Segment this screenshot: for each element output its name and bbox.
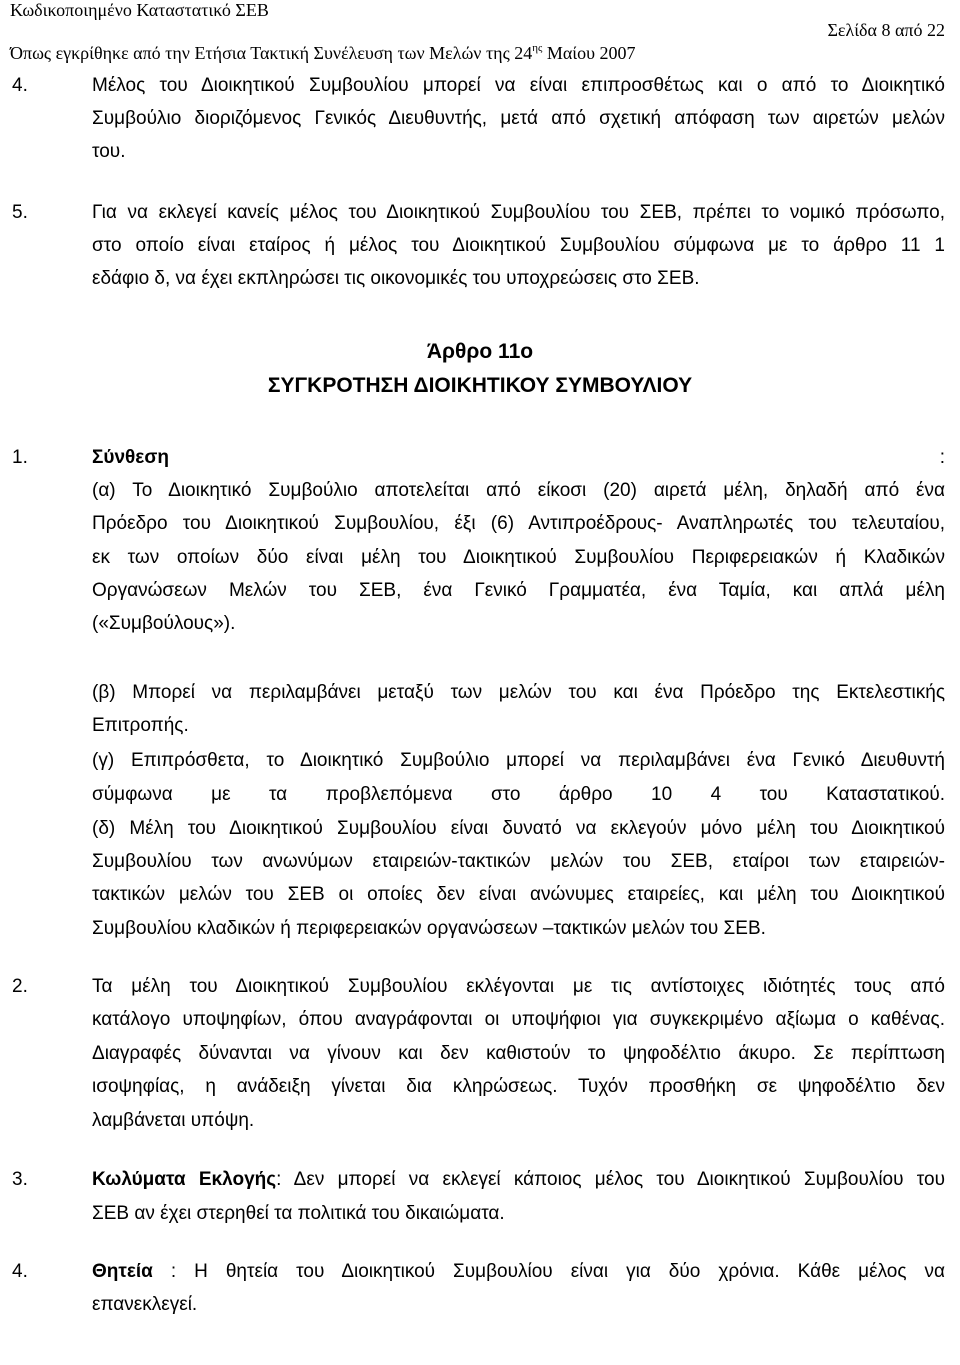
paragraph-line: Οργανώσεων Μελών του ΣΕΒ, ένα Γενικό Γραμματέα, ένα Ταμία, και απλά μέλη — [92, 580, 945, 601]
paragraph-line-text: : Η θητεία του Διοικητικού Συμβουλίου είναι για δύο χρόνια. Κάθε μέλος να — [152, 1261, 945, 1282]
item-number: 4. — [12, 1261, 28, 1282]
paragraph-line: σύμφωνα με τα προβλεπόμενα στο άρθρο 10 4 του Καταστατικού. — [92, 784, 945, 805]
paragraph-line-text: : Δεν μπορεί να εκλεγεί κάποιος μέλος του Διοικητικού Συμβουλίου του — [276, 1169, 945, 1190]
page-number: Σελίδα 8 από 22 — [827, 20, 945, 40]
item-label: Θητεία — [92, 1261, 153, 1282]
paragraph-line: κατάλογο υποψηφίων, όπου αναγράφονται οι υποψήφιοι για συγκεκριμένο αξίωμα ο καθένας. — [92, 1009, 945, 1030]
item-number: 5. — [12, 202, 28, 223]
item-label: Κωλύματα Εκλογής — [92, 1169, 277, 1190]
paragraph-label-line — [92, 445, 945, 471]
article-title: Άρθρο 11ο — [426, 340, 534, 363]
document-title: Κωδικοποιημένο Καταστατικό ΣΕΒ — [10, 0, 269, 20]
paragraph-line: λαμβάνεται υπόψη. — [92, 1110, 255, 1131]
paragraph-line: Διαγραφές δύνανται να γίνουν και δεν καθιστούν το ψηφοδέλτιο άκυρο. Σε περίπτωση — [92, 1043, 945, 1064]
paragraph-line: Για να εκλεγεί κανείς μέλος του Διοικητικού Συμβουλίου του ΣΕΒ, πρέπει το νομικό πρόσωπο, — [92, 202, 945, 223]
item-number: 4. — [12, 75, 28, 96]
item-label: Σύνθεση — [92, 447, 169, 468]
approval-note-superscript: ης — [532, 42, 543, 54]
paragraph-line: (γ) Επιπρόσθετα, το Διοικητικό Συμβούλιο μπορεί να περιλαμβάνει ένα Γενικό Διευθυντή — [92, 750, 945, 771]
item-number: 3. — [12, 1169, 28, 1190]
paragraph-line: Επιτροπής. — [92, 715, 189, 736]
paragraph-line: εκ των οποίων δύο είναι μέλη του Διοικητικού Συμβουλίου Περιφερειακών ή Κλαδικών — [92, 547, 945, 568]
paragraph-line: Συμβούλιο διοριζόμενος Γενικός Διευθυντής, μετά από σχετική απόφαση των αιρετών μελών — [92, 108, 945, 129]
paragraph-line: τακτικών μελών του ΣΕΒ οι οποίες δεν είναι ανώνυμες εταιρείες, και μέλη του Διοικητικού — [92, 884, 945, 905]
paragraph-line: (β) Μπορεί να περιλαμβάνει μεταξύ των μελών του και ένα Πρόεδρο της Εκτελεστικής — [92, 682, 945, 703]
paragraph-line — [92, 1259, 945, 1285]
paragraph-line: («Συμβούλους»). — [92, 613, 236, 634]
paragraph-line: επανεκλεγεί. — [92, 1294, 198, 1315]
paragraph-line: ΣΕΒ αν έχει στερηθεί τα πολιτικά του δικαιώματα. — [92, 1203, 505, 1224]
paragraph-line: (δ) Μέλη του Διοικητικού Συμβουλίου είναι δυνατό να εκλεγούν μόνο μέλη του Διοικητικού — [92, 818, 945, 839]
item-number: 2. — [12, 976, 28, 997]
paragraph-line: Συμβουλίου κλαδικών ή περιφερειακών οργανώσεων –τακτικών μελών του ΣΕΒ. — [92, 918, 766, 939]
paragraph-line: ισοψηφίας, η ανάδειξη γίνεται δια κληρώσεως. Τυχόν προσθήκη σε ψηφοδέλτιο δεν — [92, 1076, 945, 1097]
paragraph-line: (α) Το Διοικητικό Συμβούλιο αποτελείται από είκοσι (20) αιρετά μέλη, δηλαδή από ένα — [92, 480, 945, 501]
paragraph-line: Μέλος του Διοικητικού Συμβουλίου μπορεί να είναι επιπροσθέτως και ο από το Διοικητικό — [92, 75, 945, 96]
item-number: 1. — [12, 447, 28, 468]
paragraph-line: Πρόεδρο του Διοικητικού Συμβουλίου, έξι (6) Αντιπροέδρους- Αναπληρωτές του τελευταίου, — [92, 513, 945, 534]
paragraph-line: στο οποίο είναι εταίρος ή μέλος του Διοικητικού Συμβουλίου σύμφωνα με το άρθρο 11 1 — [92, 235, 945, 256]
approval-note-text: Όπως εγκρίθηκε από την Ετήσια Τακτική Συνέλευση των Μελών της 24 — [10, 43, 533, 63]
paragraph-line — [92, 1167, 945, 1193]
paragraph-line: εδάφιο δ, να έχει εκπληρώσει τις οικονομικές του υποχρεώσεις στο ΣΕΒ. — [92, 268, 700, 289]
paragraph-line: του. — [92, 141, 126, 162]
paragraph-line: Συμβουλίου των ανωνύμων εταιρειών-τακτικών μελών του ΣΕΒ, εταίροι των εταιρειών- — [92, 851, 945, 872]
approval-note-date: Μαίου 2007 — [542, 43, 636, 63]
label-colon: : — [939, 447, 945, 468]
paragraph-line: Τα μέλη του Διοικητικού Συμβουλίου εκλέγονται με τις αντίστοιχες ιδιότητές τους από — [92, 976, 945, 997]
article-subtitle: ΣΥΓΚΡΟΤΗΣΗ ΔΙΟΙΚΗΤΙΚΟΥ ΣΥΜΒΟΥΛΙΟΥ — [267, 374, 693, 397]
approval-note — [10, 42, 636, 64]
